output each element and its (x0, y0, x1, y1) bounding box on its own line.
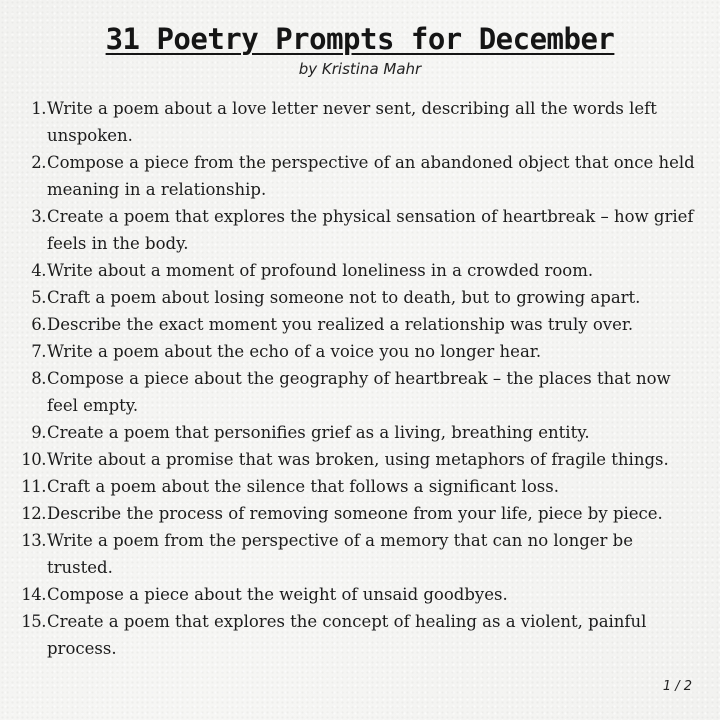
list-item (14, 203, 704, 257)
list-item (14, 311, 704, 338)
prompt-list (14, 95, 704, 662)
prompt-text: Write a poem from the perspective of a memory that can no longer be trusted. (47, 531, 633, 577)
author-byline: by Kristina Mahr (298, 60, 422, 78)
prompt-number: 15. (21, 612, 46, 631)
prompt-number: 7. (31, 342, 46, 361)
page-indicator: 1 / 2 (662, 679, 692, 694)
list-item (14, 365, 704, 419)
prompt-text: Compose a piece about the geography of heartbreak – the places that now feel empty. (47, 369, 671, 415)
prompt-text: Describe the process of removing someone from your life, piece by piece. (47, 504, 663, 523)
prompt-text: Compose a piece from the perspective of an abandoned object that once held meaning in a relationship. (47, 153, 695, 199)
prompt-text: Create a poem that explores the physical sensation of heartbreak – how grief feels in the body. (47, 207, 694, 253)
list-item (14, 419, 704, 446)
prompt-number: 4. (31, 261, 46, 280)
prompt-text: Craft a poem about the silence that follows a significant loss. (47, 477, 559, 496)
prompt-text: Write a poem about a love letter never sent, describing all the words left unspoken. (47, 99, 657, 145)
prompt-text: Write a poem about the echo of a voice you no longer hear. (47, 342, 542, 361)
prompt-text: Create a poem that explores the concept of healing as a violent, painful process. (47, 612, 647, 658)
prompt-number: 8. (31, 369, 46, 388)
prompt-text: Write about a promise that was broken, using metaphors of fragile things. (47, 450, 669, 469)
prompt-text: Create a poem that personifies grief as a living, breathing entity. (47, 423, 590, 442)
prompt-number: 6. (31, 315, 46, 334)
list-item (14, 257, 704, 284)
prompt-text: Compose a piece about the weight of unsaid goodbyes. (47, 585, 508, 604)
list-item (14, 149, 704, 203)
list-item (14, 284, 704, 311)
prompt-text: Describe the exact moment you realized a relationship was truly over. (47, 315, 634, 334)
prompt-number: 12. (21, 504, 46, 523)
prompt-number: 5. (31, 288, 46, 307)
prompt-number: 3. (31, 207, 46, 226)
page-title (0, 22, 720, 56)
prompt-number: 1. (31, 99, 46, 118)
prompt-number: 2. (31, 153, 46, 172)
prompt-text: Write about a moment of profound loneliness in a crowded room. (47, 261, 594, 280)
prompt-text: Craft a poem about losing someone not to death, but to growing apart. (47, 288, 641, 307)
list-item (14, 95, 704, 149)
list-item (14, 446, 704, 473)
list-item (14, 527, 704, 581)
list-item (14, 473, 704, 500)
prompt-number: 9. (31, 423, 46, 442)
list-item (14, 581, 704, 608)
prompt-number: 11. (21, 477, 46, 496)
page-title-text: 31 Poetry Prompts for December (105, 22, 615, 56)
list-item (14, 338, 704, 365)
list-item (14, 608, 704, 662)
prompt-number: 14. (21, 585, 46, 604)
prompt-number: 13. (21, 531, 46, 550)
list-item (14, 500, 704, 527)
prompt-number: 10. (21, 450, 46, 469)
